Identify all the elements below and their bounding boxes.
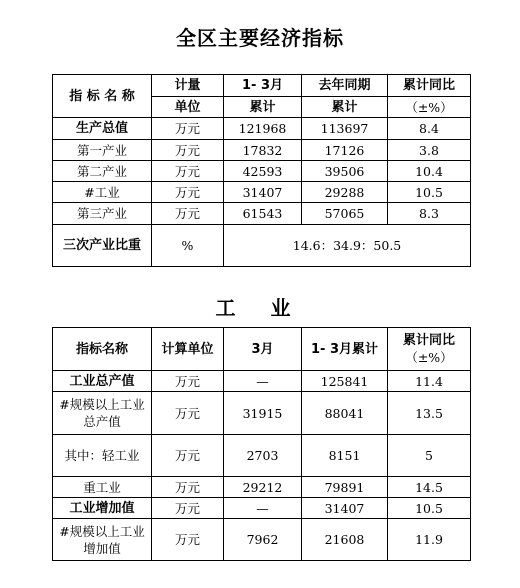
row-month: 29212 <box>224 477 302 498</box>
row-name: 其中：轻工业 <box>53 435 152 477</box>
table1-title: 全区主要经济指标 <box>176 26 344 50</box>
header-cumulative: 1- 3月累计 <box>302 328 388 371</box>
table-row <box>53 392 471 435</box>
industry-table <box>52 327 471 561</box>
row-unit: 万元 <box>152 435 224 477</box>
row-growth: 10.4 <box>388 161 471 182</box>
header-growth-bottom: （±%） <box>405 350 453 365</box>
row-name: 生产总值 <box>53 118 152 140</box>
header-growth <box>388 328 471 371</box>
row-name: 第一产业 <box>53 140 152 161</box>
header-period-top: 1- 3月 <box>224 75 302 97</box>
row-unit: 万元 <box>152 498 224 519</box>
row-name: 第二产业 <box>53 161 152 182</box>
row-growth: 10.5 <box>388 498 471 519</box>
row-current: 121968 <box>224 118 302 140</box>
table-row <box>53 477 471 498</box>
row-month: 7962 <box>224 519 302 561</box>
row-growth: 8.3 <box>388 203 471 225</box>
header-lastyear-top: 去年同期 <box>302 75 388 97</box>
row-name: 工业增加值 <box>53 498 152 519</box>
row-growth: 8.4 <box>388 118 471 140</box>
ratio-value: 14.6：34.9：50.5 <box>224 225 471 267</box>
header-growth-top: 累计同比 <box>388 75 471 97</box>
row-name: 第三产业 <box>53 203 152 225</box>
header-unit-top: 计量 <box>152 75 224 97</box>
row-lastyear: 113697 <box>302 118 388 140</box>
table-row <box>53 118 471 140</box>
row-name: #规模以上工业增加值 <box>53 519 152 561</box>
row-month: 31915 <box>224 392 302 435</box>
row-name: 重工业 <box>53 477 152 498</box>
row-month: — <box>224 498 302 519</box>
table-row <box>53 371 471 392</box>
row-unit: 万元 <box>152 182 224 203</box>
table-row <box>53 161 471 182</box>
row-cumulative: 8151 <box>302 435 388 477</box>
row-name: #规模以上工业总产值 <box>53 392 152 435</box>
row-lastyear: 39506 <box>302 161 388 182</box>
row-name: #工业 <box>53 182 152 203</box>
row-current: 61543 <box>224 203 302 225</box>
header-period-bottom: 累计 <box>224 97 302 118</box>
table-row <box>53 498 471 519</box>
row-lastyear: 29288 <box>302 182 388 203</box>
row-growth: 10.5 <box>388 182 471 203</box>
table-row <box>53 225 471 267</box>
row-cumulative: 79891 <box>302 477 388 498</box>
row-lastyear: 17126 <box>302 140 388 161</box>
row-growth: 11.9 <box>388 519 471 561</box>
header-growth-top: 累计同比 <box>402 333 455 348</box>
row-month: — <box>224 371 302 392</box>
row-current: 17832 <box>224 140 302 161</box>
header-month: 3月 <box>224 328 302 371</box>
header-indicator: 指标名称 <box>53 328 152 371</box>
row-cumulative: 31407 <box>302 498 388 519</box>
header-indicator: 指 标 名 称 <box>53 75 152 118</box>
table-row <box>53 435 471 477</box>
row-lastyear: 57065 <box>302 203 388 225</box>
header-unit-bottom: 单位 <box>152 97 224 118</box>
row-unit: 万元 <box>152 519 224 561</box>
row-name: 工业总产值 <box>53 371 152 392</box>
row-unit: 万元 <box>152 140 224 161</box>
table-row <box>53 519 471 561</box>
row-cumulative: 88041 <box>302 392 388 435</box>
row-unit: 万元 <box>152 161 224 182</box>
ratio-name: 三次产业比重 <box>53 225 152 267</box>
ratio-unit: % <box>152 225 224 267</box>
table2-title: 工 业 <box>215 296 305 320</box>
row-unit: 万元 <box>152 477 224 498</box>
header-growth-bottom: （±%） <box>388 97 471 118</box>
row-current: 31407 <box>224 182 302 203</box>
row-unit: 万元 <box>152 118 224 140</box>
header-lastyear-bottom: 累计 <box>302 97 388 118</box>
row-growth: 3.8 <box>388 140 471 161</box>
row-cumulative: 125841 <box>302 371 388 392</box>
row-unit: 万元 <box>152 371 224 392</box>
economic-indicators-table <box>52 74 471 267</box>
table-row <box>53 140 471 161</box>
row-unit: 万元 <box>152 392 224 435</box>
row-growth: 5 <box>388 435 471 477</box>
row-growth: 13.5 <box>388 392 471 435</box>
row-month: 2703 <box>224 435 302 477</box>
row-growth: 11.4 <box>388 371 471 392</box>
row-cumulative: 21608 <box>302 519 388 561</box>
table-row <box>53 203 471 225</box>
row-growth: 14.5 <box>388 477 471 498</box>
header-unit: 计算单位 <box>152 328 224 371</box>
table-row <box>53 182 471 203</box>
row-current: 42593 <box>224 161 302 182</box>
row-unit: 万元 <box>152 203 224 225</box>
